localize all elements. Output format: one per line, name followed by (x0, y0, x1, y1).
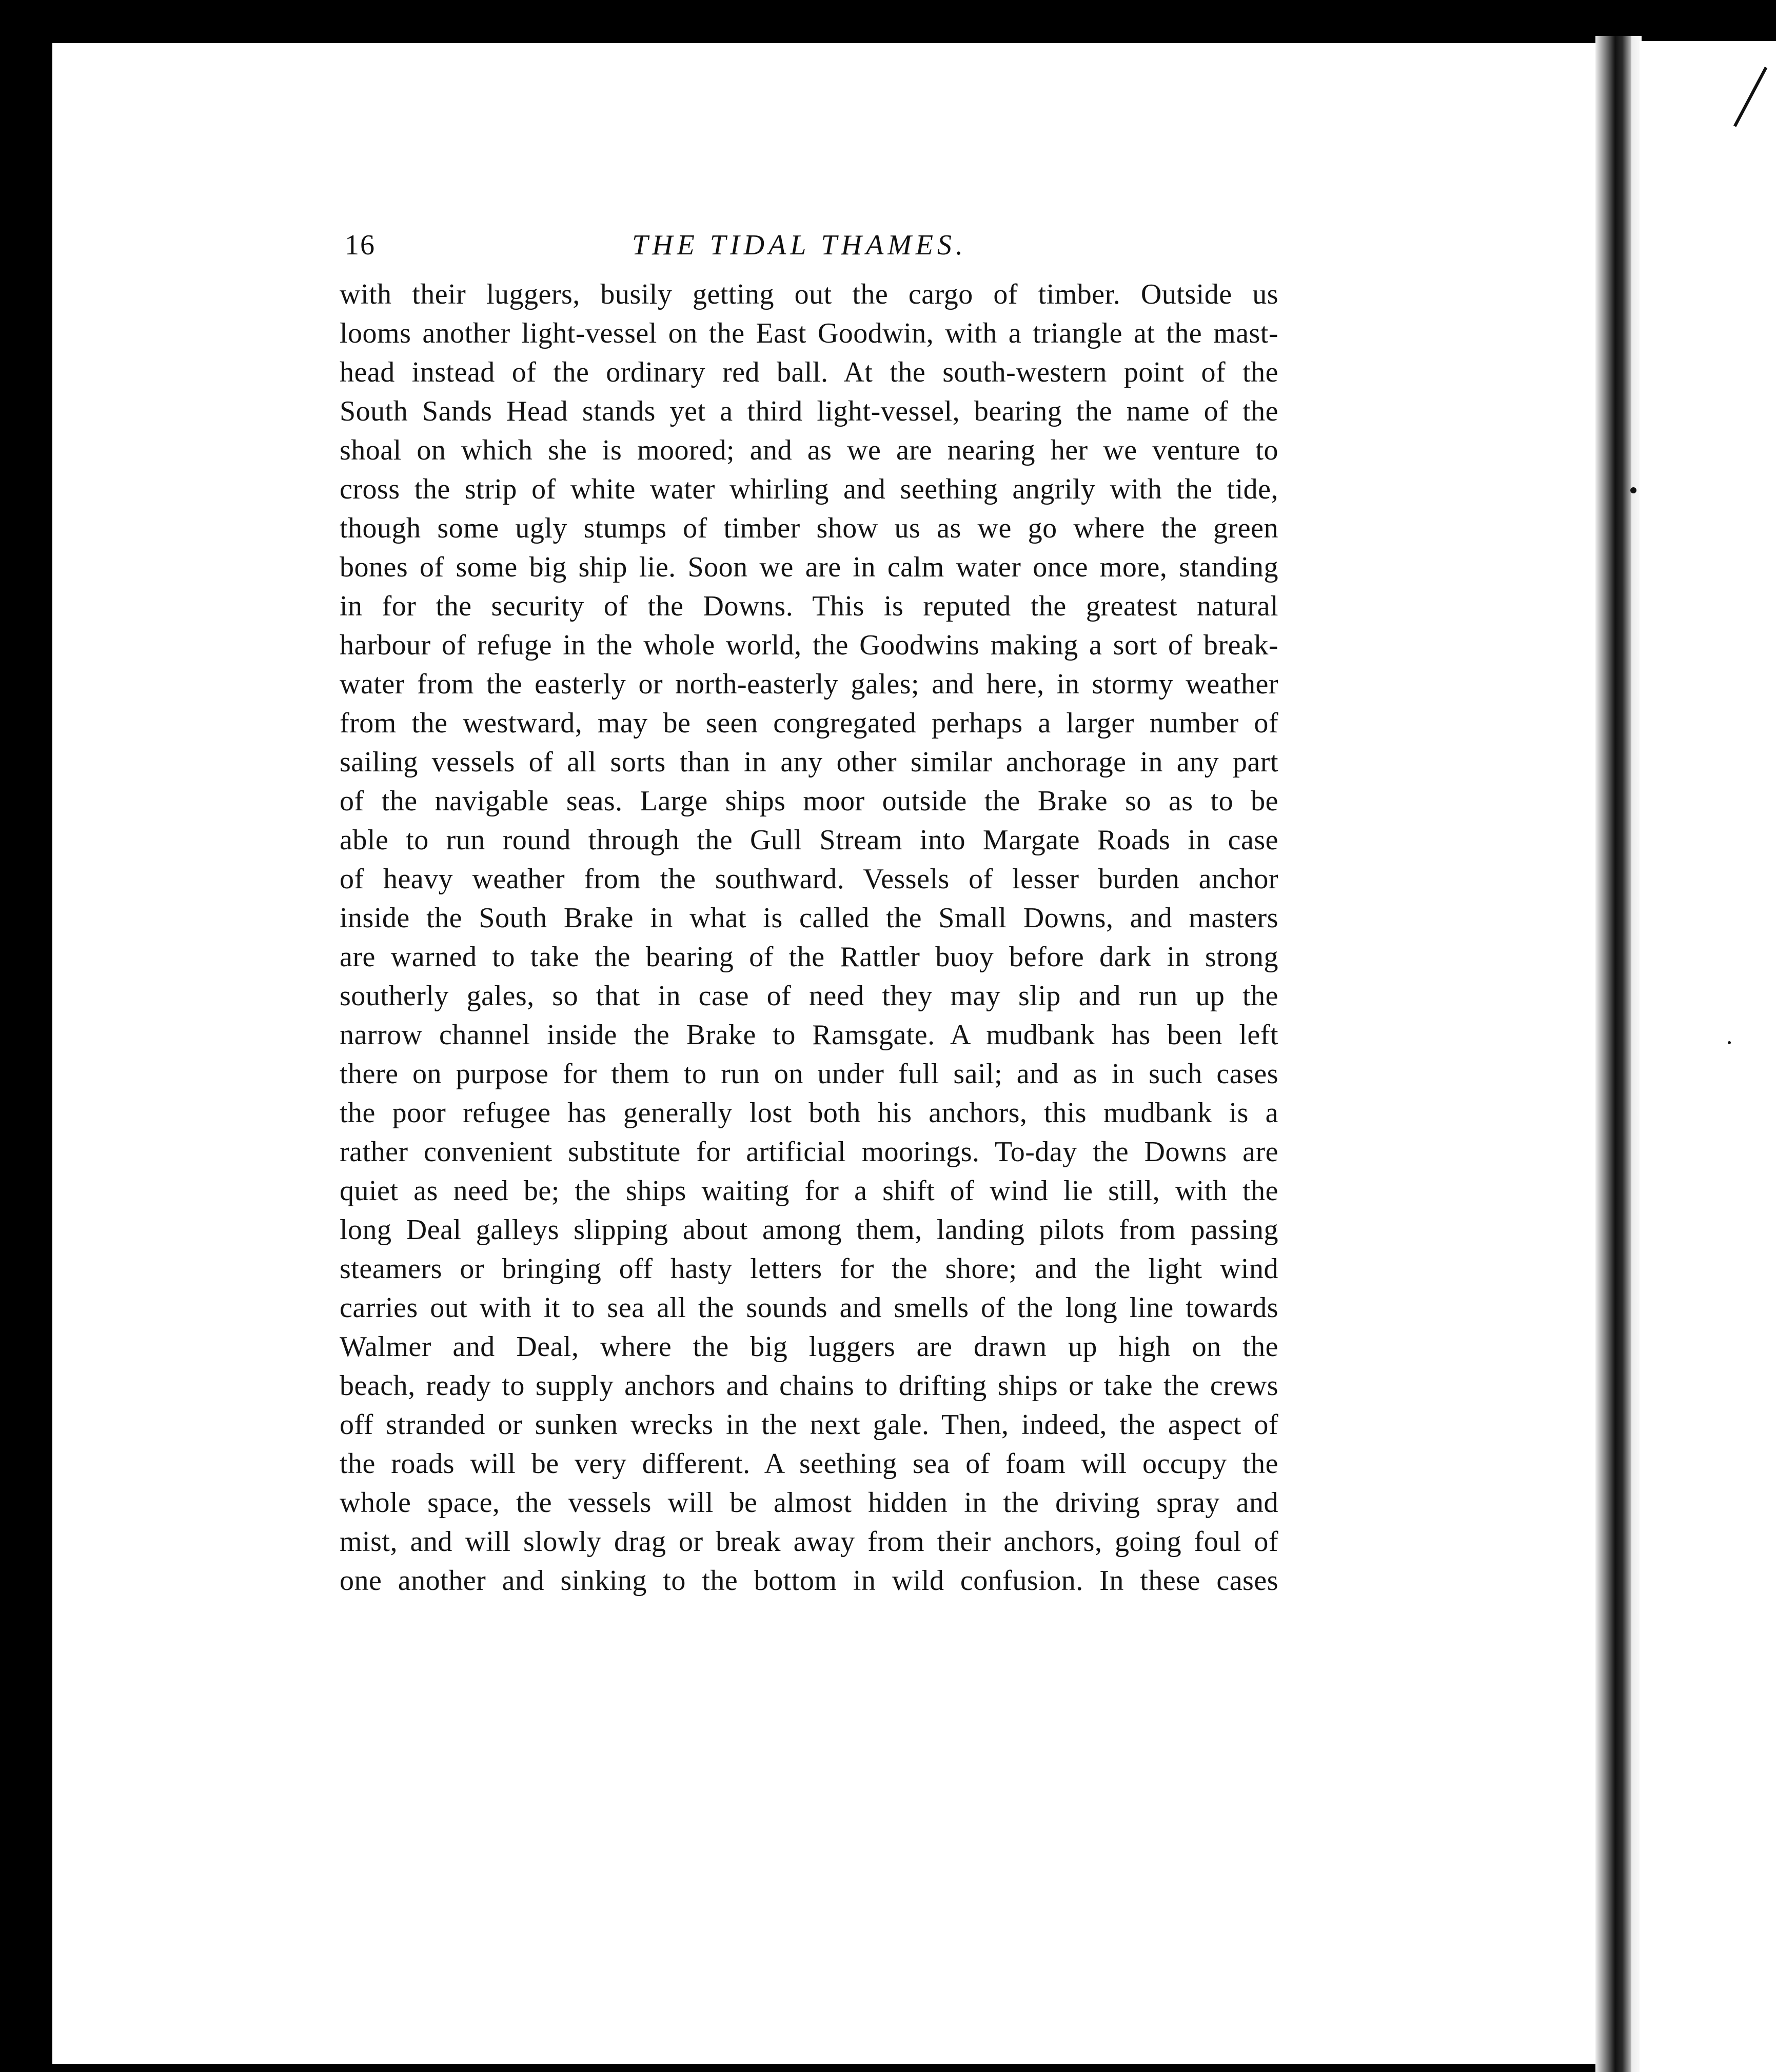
text-line: there on purpose for them to run on under full sail; and as in such cases (340, 1058, 1278, 1090)
text-line: sailing vessels of all sorts than in any other similar anchorage in any part (340, 746, 1278, 778)
text-line: whole space, the vessels will be almost hidden in the driving spray and (340, 1487, 1278, 1519)
text-line: beach, ready to supply anchors and chains to drifting ships or take the crews (340, 1370, 1278, 1402)
text-line: quiet as need be; the ships waiting for a shift of wind lie still, with the (340, 1175, 1278, 1207)
running-head (52, 229, 1602, 265)
text-line: of the navigable seas. Large ships moor outside the Brake so as to be (340, 785, 1278, 817)
text-line: carries out with it to sea all the sounds and smells of the long line towards (340, 1292, 1278, 1324)
text-line: long Deal galleys slipping about among them, landing pilots from passing (340, 1214, 1278, 1246)
text-line: head instead of the ordinary red ball. At the south-western point of the (340, 356, 1278, 388)
text-line: southerly gales, so that in case of need they may slip and run up the (340, 980, 1278, 1012)
page-number: 16 (345, 229, 376, 261)
text-line: from the westward, may be seen congregated perhaps a larger number of (340, 707, 1278, 739)
text-line: the roads will be very different. A seething sea of foam will occupy the (340, 1448, 1278, 1480)
text-line: cross the strip of white water whirling and seething angrily with the tide, (340, 473, 1278, 505)
text-line: steamers or bringing off hasty letters for the shore; and the light wind (340, 1253, 1278, 1285)
adjacent-page-edge (1640, 41, 1776, 2072)
text-line: the poor refugee has generally lost both his anchors, this mudbank is a (340, 1097, 1278, 1129)
text-line: shoal on which she is moored; and as we are nearing her we venture to (340, 434, 1278, 466)
text-line: narrow channel inside the Brake to Ramsgate. A mudbank has been left (340, 1019, 1278, 1051)
text-line: with their luggers, busily getting out the cargo of timber. Outside us (340, 278, 1278, 310)
text-line: are warned to take the bearing of the Rattler buoy before dark in strong (340, 941, 1278, 973)
text-line: off stranded or sunken wrecks in the next gale. Then, indeed, the aspect of (340, 1409, 1278, 1441)
text-line: in for the security of the Downs. This is reputed the greatest natural (340, 590, 1278, 622)
text-line: though some ugly stumps of timber show us as we go where the green (340, 512, 1278, 544)
page-gutter (1595, 36, 1631, 2072)
text-line: looms another light-vessel on the East Goodwin, with a triangle at the mast- (340, 317, 1278, 349)
text-line: of heavy weather from the southward. Vessels of lesser burden anchor (340, 863, 1278, 895)
ink-speck (1728, 1041, 1731, 1044)
text-line: Walmer and Deal, where the big luggers are drawn up high on the (340, 1331, 1278, 1363)
text-line: able to run round through the Gull Stream into Margate Roads in case (340, 824, 1278, 856)
body-text (340, 275, 1278, 1600)
text-line: one another and sinking to the bottom in wild confusion. In these cases (340, 1565, 1278, 1597)
text-line: mist, and will slowly drag or break away from their anchors, going foul of (340, 1526, 1278, 1558)
text-line: bones of some big ship lie. Soon we are in calm water once more, standing (340, 551, 1278, 583)
ink-speck (1630, 487, 1636, 493)
text-line: inside the South Brake in what is called the Small Downs, and masters (340, 902, 1278, 934)
book-page (52, 43, 1602, 2064)
text-line: South Sands Head stands yet a third light-vessel, bearing the name of the (340, 395, 1278, 427)
text-line: rather convenient substitute for artificial moorings. To-day the Downs are (340, 1136, 1278, 1168)
text-line: harbour of refuge in the whole world, the Goodwins making a sort of break- (340, 629, 1278, 661)
running-title: THE TIDAL THAMES. (632, 229, 968, 261)
text-line: water from the easterly or north-easterly gales; and here, in stormy weather (340, 668, 1278, 700)
